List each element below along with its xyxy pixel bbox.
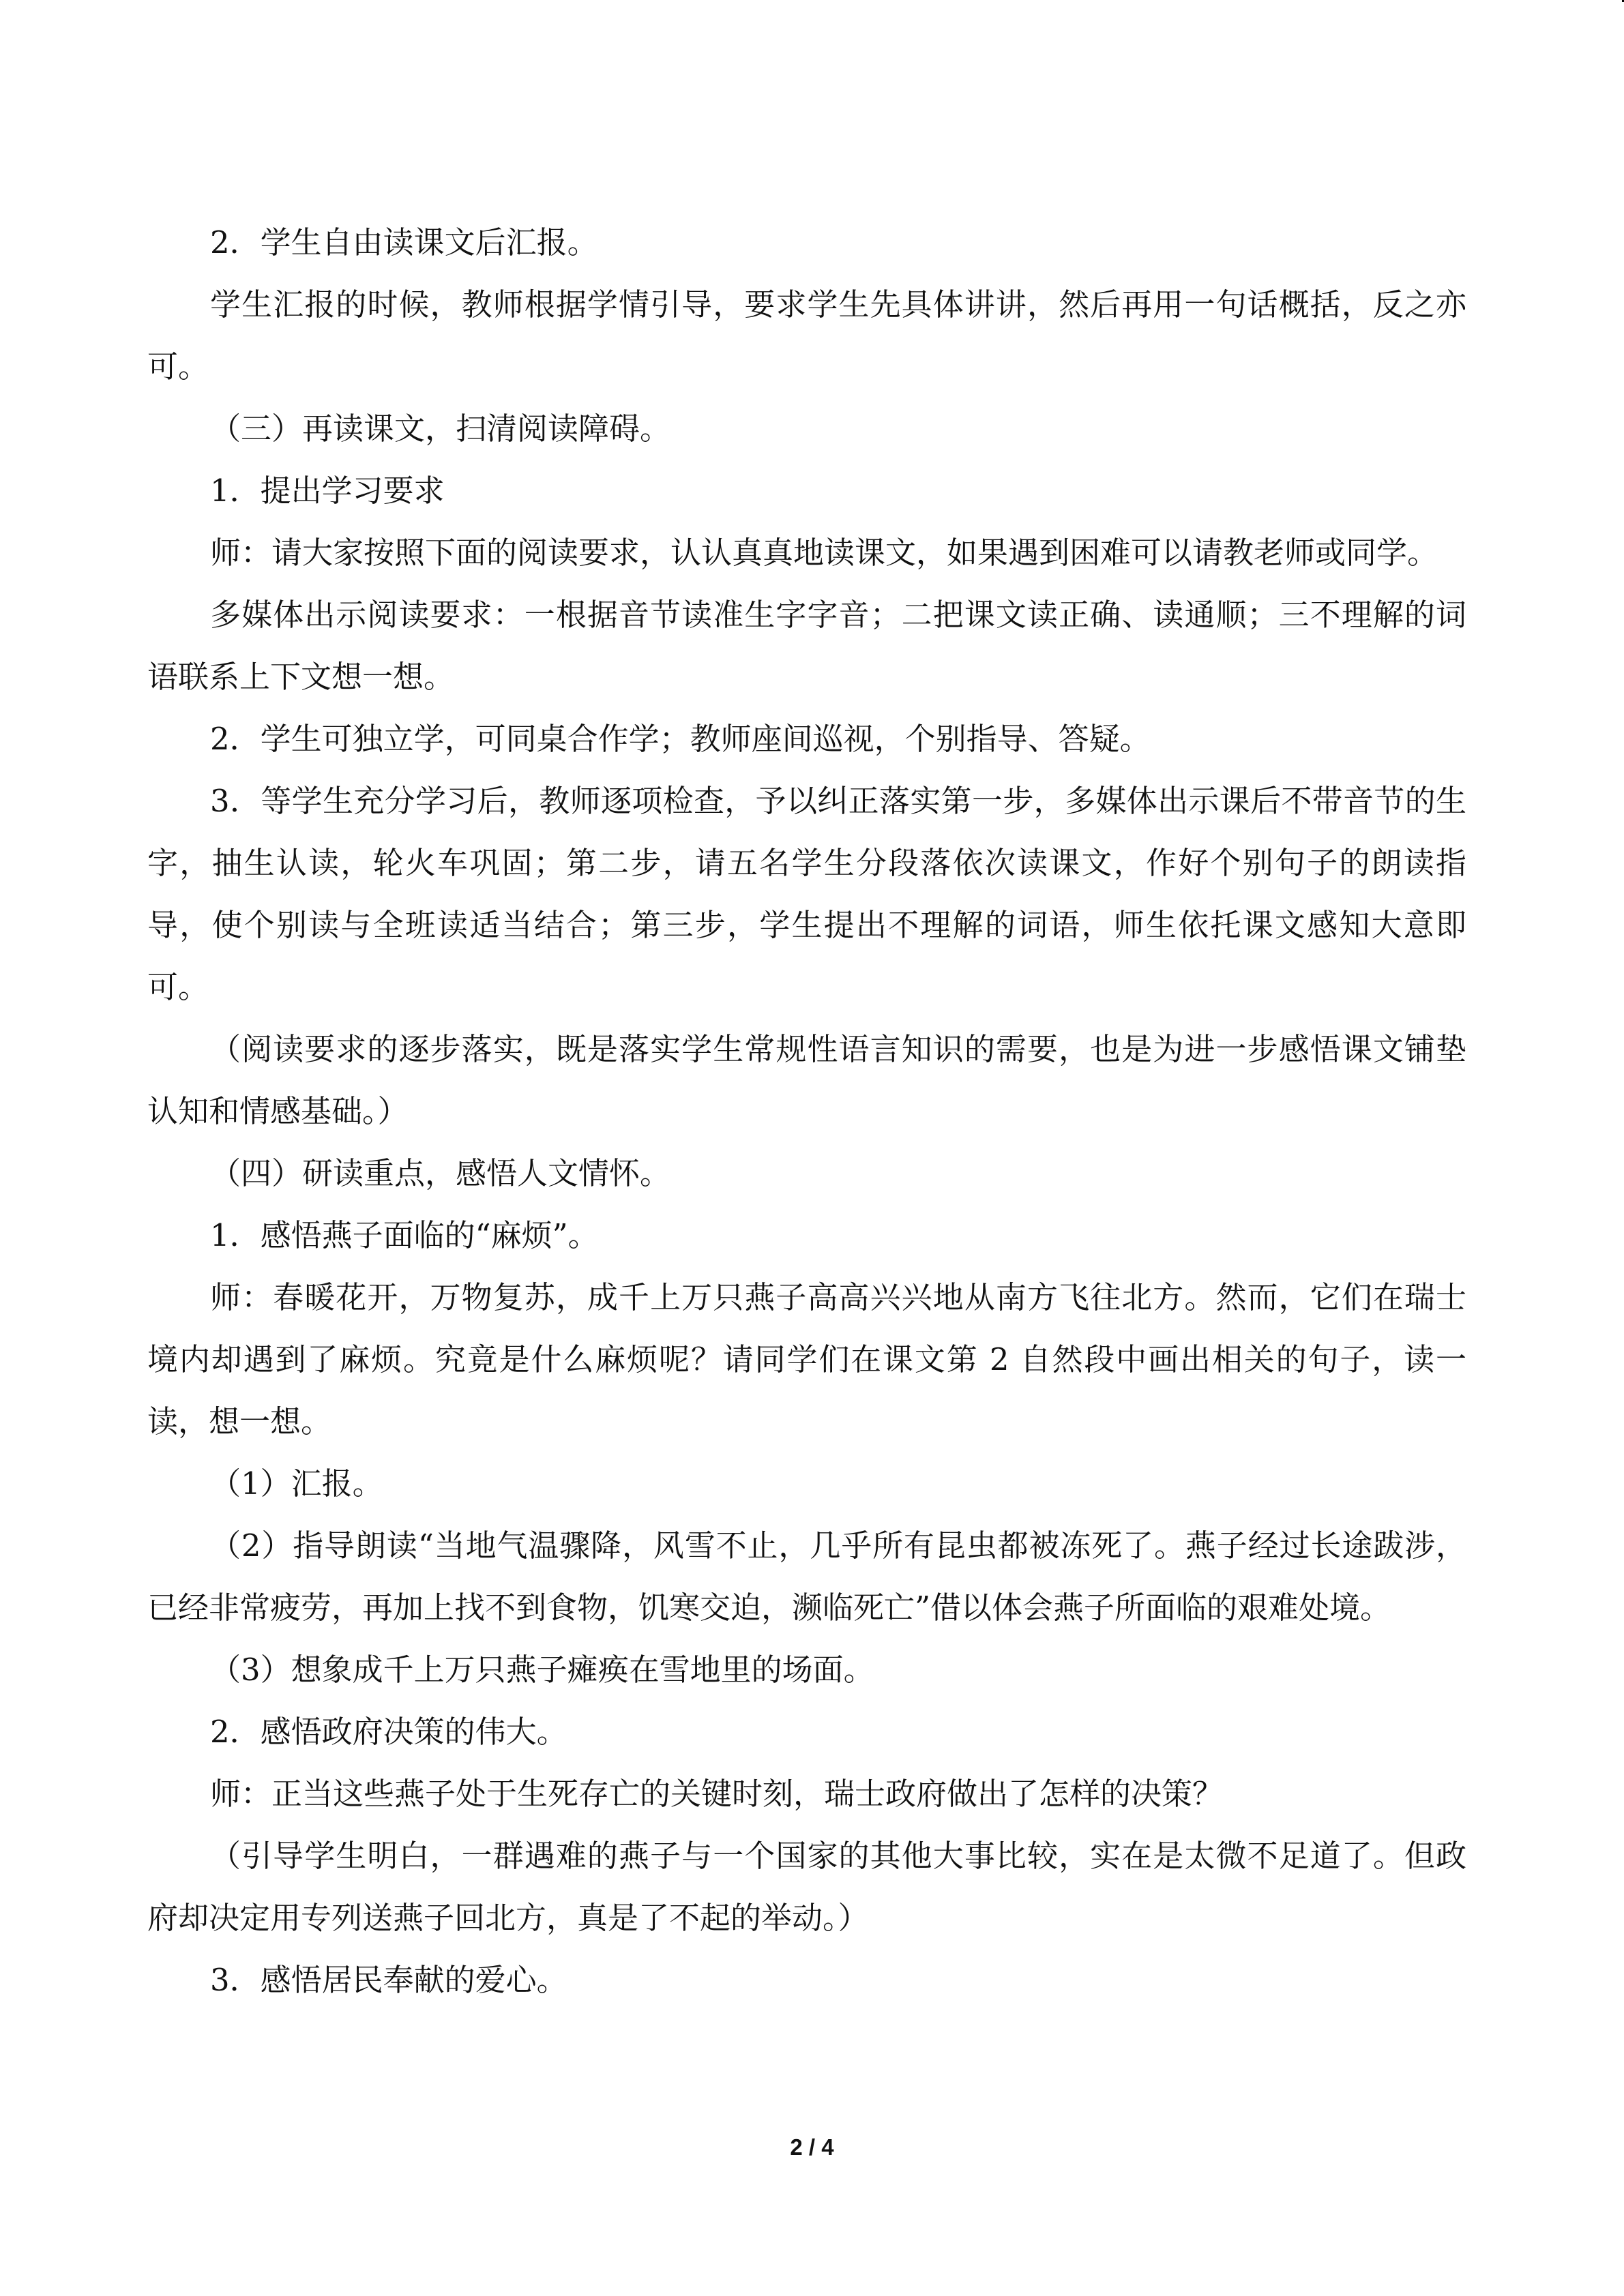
paragraph: （四）研读重点，感悟人文情怀。 [210, 1155, 671, 1191]
paragraph: （三）再读课文，扫清阅读障碍。 [210, 411, 671, 447]
paragraph: 1．感悟燕子面临的“麻烦”。 [210, 1217, 599, 1253]
paragraph: （1）汇报。 [210, 1465, 383, 1502]
paragraph: （3）想象成千上万只燕子瘫痪在雪地里的场面。 [210, 1652, 874, 1688]
paragraph: （引导学生明白，一群遇难的燕子与一个国家的其他大事比较，实在是太微不足道了。但政府却决定用专列送燕子回北方，真是了不起的举动。） [147, 1838, 1466, 1936]
paragraph: 2．学生可独立学，可同桌合作学；教师座间巡视，个别指导、答疑。 [210, 721, 1151, 757]
paragraph: 师：正当这些燕子处于生死存亡的关键时刻，瑞士政府做出了怎样的决策？ [210, 1776, 1224, 1812]
paragraph: 2．学生自由读课文后汇报。 [210, 224, 598, 260]
paragraph: 师：请大家按照下面的阅读要求，认认真真地读课文，如果遇到困难可以请教老师或同学。 [210, 535, 1438, 571]
document-body [147, 211, 1466, 2011]
paragraph: 3．感悟居民奉献的爱心。 [210, 1962, 567, 1998]
paragraph: 2．感悟政府决策的伟大。 [210, 1714, 567, 1750]
paragraph: 多媒体出示阅读要求：一根据音节读准生字字音；二把课文读正确、读通顺；三不理解的词语联系上下文想一想。 [147, 597, 1466, 695]
paragraph: （阅读要求的逐步落实，既是落实学生常规性语言知识的需要，也是为进一步感悟课文铺垫认知和情感基础。） [147, 1031, 1466, 1129]
paragraph: （2）指导朗读“当地气温骤降，风雪不止，几乎所有昆虫都被冻死了。燕子经过长途跋涉，已经非常疲劳，再加上找不到食物，饥寒交迫，濒临死亡”借以体会燕子所面临的艰难处境。 [147, 1527, 1466, 1626]
paragraph: 学生汇报的时候，教师根据学情引导，要求学生先具体讲讲，然后再用一句话概括，反之亦可。 [147, 286, 1466, 385]
paragraph: 1．提出学习要求 [210, 473, 445, 509]
paragraph: 师：春暖花开，万物复苏，成千上万只燕子高高兴兴地从南方飞往北方。然而，它们在瑞士境内却遇到了麻烦。究竟是什么麻烦呢？请同学们在课文第 2 自然段中画出相关的句子，读一读，想一想。 [147, 1279, 1466, 1440]
page-number: 2 / 4 [790, 2134, 834, 2160]
paragraph: 3．等学生充分学习后，教师逐项检查，予以纠正落实第一步，多媒体出示课后不带音节的生字，抽生认读，轮火车巩固；第二步，请五名学生分段落依次读课文，作好个别句子的朗读指导，使个别读与全班读适当结合；第三步，学生提出不理解的词语，师生依托课文感知大意即可。 [147, 783, 1466, 1005]
